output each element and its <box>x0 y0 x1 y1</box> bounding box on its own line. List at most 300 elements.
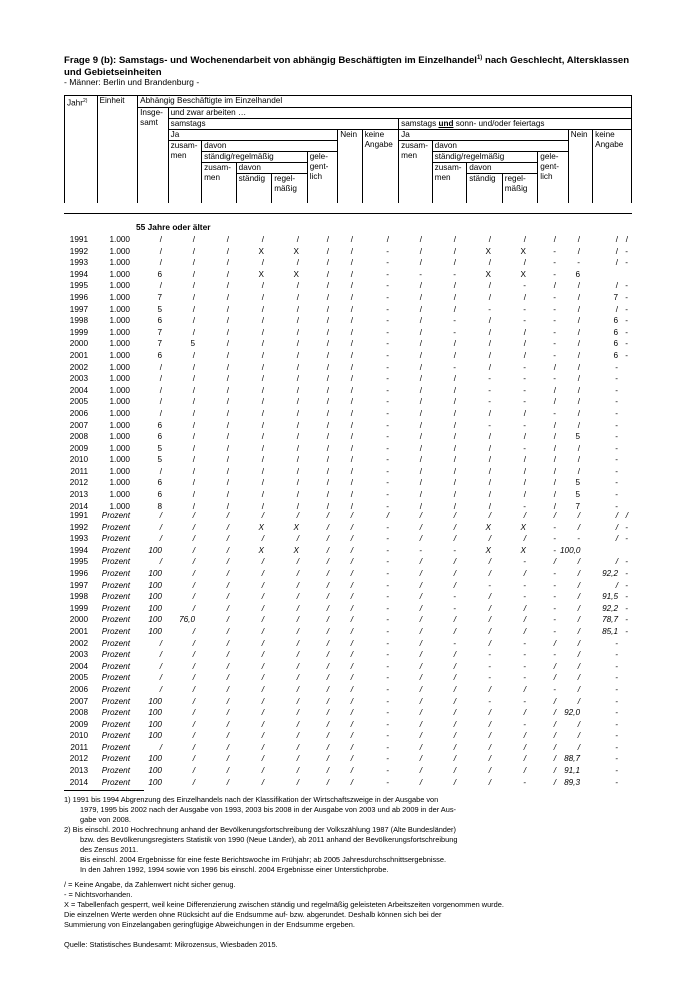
value-cell: / <box>553 742 556 752</box>
value-cell: / <box>192 754 195 764</box>
value-cell: / <box>350 269 353 279</box>
value-cell: / <box>226 362 229 372</box>
value-cell: / <box>326 235 329 244</box>
year-cell: 2000 <box>69 339 88 349</box>
value-cell: / <box>419 522 422 532</box>
value-cell: - <box>488 420 491 430</box>
value-cell: / <box>350 432 353 442</box>
legend-rounding-cont: Summierung von Einzelangaben geringfügige Abweichungen in der Endsumme ergeben. <box>64 920 355 929</box>
value-cell: - <box>553 684 556 694</box>
value-cell: / <box>577 420 580 430</box>
footnote-1-cont: 1979, 1995 bis 2002 nach der Ausgabe von 1993, 2003 bis 2008 in der Ausgabe von 2003 und ab 2009 in der Aus- <box>80 805 456 814</box>
table-row <box>64 753 632 765</box>
value-cell: / <box>226 246 229 256</box>
value-cell: - <box>523 281 526 291</box>
value-cell: / <box>326 316 329 326</box>
value-cell: / <box>159 534 162 544</box>
value-cell: 100 <box>148 568 162 578</box>
value-cell: / <box>419 501 422 511</box>
value-cell: / <box>350 754 353 764</box>
unit-cell: Prozent <box>101 545 130 555</box>
value-cell: / <box>488 362 491 372</box>
value-cell: - <box>523 719 526 729</box>
value-cell: / <box>226 522 229 532</box>
value-cell: / <box>553 638 556 648</box>
value-cell: - <box>386 545 389 555</box>
value-cell: / <box>453 432 456 442</box>
value-cell: / <box>419 350 422 360</box>
value-cell: - <box>553 246 556 256</box>
value-cell: / <box>453 731 456 741</box>
value-cell: - <box>625 615 628 625</box>
value-cell: / <box>326 568 329 578</box>
value-cell: / <box>553 466 556 476</box>
value-cell: - <box>453 603 456 613</box>
value-cell: / <box>488 432 491 442</box>
value-cell: / <box>226 374 229 384</box>
value-cell: / <box>488 443 491 453</box>
value-cell: 76,0 <box>179 615 195 625</box>
value-cell: - <box>523 443 526 453</box>
value-cell: - <box>386 580 389 590</box>
value-cell: / <box>488 339 491 349</box>
value-cell: / <box>523 568 526 578</box>
unit-cell: Prozent <box>101 511 130 520</box>
value-cell: X <box>485 545 491 555</box>
table-row <box>64 626 632 638</box>
value-cell: / <box>350 478 353 488</box>
value-cell: / <box>159 661 162 671</box>
value-cell <box>622 753 632 765</box>
value-cell: / <box>261 696 264 706</box>
value-cell: / <box>296 455 299 465</box>
value-cell: / <box>226 350 229 360</box>
value-cell: / <box>419 292 422 302</box>
unit-cell: Prozent <box>101 580 130 590</box>
value-cell: / <box>296 478 299 488</box>
value-cell: / <box>226 478 229 488</box>
value-cell: - <box>553 650 556 660</box>
value-cell: / <box>419 777 422 787</box>
value-cell: 7 <box>613 292 618 302</box>
value-cell: / <box>453 534 456 544</box>
header-staendig-regel-1: ständig/regelmäßig <box>202 152 308 163</box>
value-cell: / <box>326 557 329 567</box>
value-cell: / <box>577 696 580 706</box>
value-cell: / <box>159 522 162 532</box>
value-cell: / <box>296 754 299 764</box>
value-cell: - <box>625 580 628 590</box>
value-cell: / <box>296 432 299 442</box>
legend-dash: - = Nichtsvorhanden. <box>64 890 133 899</box>
value-cell: - <box>553 568 556 578</box>
value-cell: / <box>159 684 162 694</box>
value-cell: / <box>350 281 353 291</box>
value-cell: - <box>386 754 389 764</box>
value-cell <box>622 408 632 420</box>
value-cell: / <box>419 385 422 395</box>
unit-cell: 1.000 <box>109 501 130 511</box>
value-cell: - <box>386 650 389 660</box>
value-cell: - <box>523 374 526 384</box>
value-cell: / <box>296 374 299 384</box>
value-cell: / <box>453 397 456 407</box>
year-cell: 2007 <box>69 696 88 706</box>
value-cell: / <box>192 777 195 787</box>
value-cell: / <box>615 557 618 567</box>
value-cell: / <box>488 592 491 602</box>
value-cell: / <box>326 397 329 407</box>
value-cell: 100 <box>148 696 162 706</box>
value-cell: / <box>226 327 229 337</box>
value-cell: - <box>523 777 526 787</box>
unit-cell: 1.000 <box>109 269 130 279</box>
value-cell: / <box>453 408 456 418</box>
table-row <box>64 672 632 684</box>
value-cell: / <box>577 592 580 602</box>
value-cell: - <box>453 362 456 372</box>
unit-cell: 1.000 <box>109 327 130 337</box>
year-cell: 2003 <box>69 650 88 660</box>
value-cell: / <box>261 626 264 636</box>
value-cell: / <box>419 626 422 636</box>
value-cell: / <box>192 684 195 694</box>
value-cell: / <box>192 580 195 590</box>
table-row <box>64 431 632 443</box>
value-cell: / <box>488 684 491 694</box>
value-cell: / <box>226 615 229 625</box>
value-cell: / <box>488 754 491 764</box>
value-cell: - <box>523 673 526 683</box>
table-header <box>64 95 632 203</box>
value-cell: / <box>326 385 329 395</box>
value-cell: / <box>488 316 491 326</box>
value-cell: / <box>192 592 195 602</box>
value-cell: / <box>488 258 491 268</box>
value-cell: 91,5 <box>602 592 618 602</box>
value-cell: / <box>226 443 229 453</box>
value-cell: / <box>226 420 229 430</box>
value-cell: / <box>453 719 456 729</box>
value-cell: / <box>419 766 422 776</box>
value-cell: 100 <box>148 719 162 729</box>
value-cell: - <box>523 557 526 567</box>
value-cell: / <box>192 719 195 729</box>
value-cell: / <box>488 235 491 244</box>
year-cell: 2005 <box>69 673 88 683</box>
value-cell: / <box>296 490 299 500</box>
value-cell: 100 <box>148 626 162 636</box>
value-cell: / <box>350 420 353 430</box>
value-cell: / <box>577 443 580 453</box>
year-cell: 1993 <box>69 258 88 268</box>
value-cell: / <box>326 511 329 520</box>
value-cell: / <box>350 362 353 372</box>
value-cell: 5 <box>190 339 195 349</box>
value-cell: / <box>296 580 299 590</box>
value-cell: - <box>386 638 389 648</box>
value-cell: 6 <box>157 420 162 430</box>
unit-cell: 1.000 <box>109 408 130 418</box>
value-cell: / <box>350 443 353 453</box>
value-cell: / <box>577 742 580 752</box>
unit-cell: Prozent <box>101 731 130 741</box>
unit-cell: 1.000 <box>109 443 130 453</box>
value-cell: / <box>419 397 422 407</box>
value-cell: / <box>226 592 229 602</box>
value-cell: / <box>615 246 618 256</box>
value-cell: 100 <box>148 731 162 741</box>
value-cell: - <box>386 777 389 787</box>
value-cell: / <box>488 603 491 613</box>
value-cell <box>622 638 632 650</box>
value-cell: / <box>261 501 264 511</box>
value-cell: / <box>261 580 264 590</box>
value-cell: - <box>386 304 389 314</box>
value-cell: / <box>159 235 162 244</box>
value-cell: / <box>226 696 229 706</box>
value-cell: / <box>226 316 229 326</box>
header-samstags-und-sonntags: samstags und sonn- und/oder feiertags <box>399 119 632 130</box>
value-cell <box>622 777 632 789</box>
value-cell: / <box>326 742 329 752</box>
year-cell: 2014 <box>69 501 88 511</box>
value-cell: / <box>296 327 299 337</box>
value-cell: / <box>261 568 264 578</box>
value-cell: - <box>488 580 491 590</box>
value-cell: / <box>453 650 456 660</box>
table-row <box>64 580 632 592</box>
value-cell: / <box>350 580 353 590</box>
value-cell: / <box>453 304 456 314</box>
value-cell: / <box>350 327 353 337</box>
value-cell: - <box>386 673 389 683</box>
value-cell: - <box>386 408 389 418</box>
value-cell: - <box>625 626 628 636</box>
value-cell: / <box>326 420 329 430</box>
value-cell <box>622 661 632 673</box>
unit-cell: Prozent <box>101 592 130 602</box>
value-cell: / <box>453 385 456 395</box>
value-cell: / <box>326 374 329 384</box>
value-cell: / <box>296 235 299 244</box>
value-cell: / <box>419 603 422 613</box>
header-zusammen-sub-2: zusam- men <box>432 163 467 203</box>
value-cell: / <box>192 292 195 302</box>
value-cell: / <box>453 339 456 349</box>
value-cell: / <box>261 327 264 337</box>
value-cell: / <box>453 708 456 718</box>
header-zusammen-sub-1: zusam- men <box>202 163 237 203</box>
value-cell: / <box>419 374 422 384</box>
value-cell: / <box>192 432 195 442</box>
value-cell: / <box>192 568 195 578</box>
value-cell: / <box>296 385 299 395</box>
value-cell: / <box>226 603 229 613</box>
value-cell: 5 <box>575 490 580 500</box>
value-cell: - <box>453 269 456 279</box>
value-cell: - <box>553 534 556 544</box>
value-cell: / <box>296 281 299 291</box>
value-cell: / <box>553 731 556 741</box>
value-cell: / <box>192 246 195 256</box>
value-cell: / <box>226 557 229 567</box>
value-cell: / <box>553 719 556 729</box>
value-cell: / <box>192 420 195 430</box>
year-cell: 1992 <box>69 246 88 256</box>
value-cell: - <box>625 534 628 544</box>
value-cell: / <box>615 511 618 520</box>
value-cell: 91,1 <box>564 766 580 776</box>
legend-slash: / = Keine Angabe, da Zahlenwert nicht sicher genug. <box>64 880 236 889</box>
value-cell: / <box>523 534 526 544</box>
table-row <box>64 568 632 580</box>
value-cell: - <box>523 650 526 660</box>
value-cell: / <box>453 615 456 625</box>
value-cell: 92,0 <box>564 708 580 718</box>
value-cell: / <box>261 754 264 764</box>
value-cell: - <box>386 443 389 453</box>
value-cell: - <box>553 339 556 349</box>
value-cell <box>622 489 632 501</box>
value-cell: / <box>261 478 264 488</box>
value-cell: - <box>386 626 389 636</box>
value-cell: / <box>326 501 329 511</box>
value-cell: / <box>192 545 195 555</box>
value-cell: / <box>192 443 195 453</box>
value-cell: - <box>523 316 526 326</box>
value-cell: 6 <box>157 350 162 360</box>
value-cell: / <box>553 557 556 567</box>
value-cell: / <box>488 615 491 625</box>
year-cell: 2008 <box>69 708 88 718</box>
table-row <box>64 420 632 432</box>
value-cell: / <box>350 766 353 776</box>
value-cell: / <box>192 235 195 244</box>
value-cell: / <box>523 478 526 488</box>
value-cell: 100 <box>148 615 162 625</box>
year-cell: 2012 <box>69 754 88 764</box>
value-cell: / <box>577 374 580 384</box>
value-cell: / <box>296 719 299 729</box>
value-cell: / <box>453 235 456 244</box>
value-cell: / <box>261 350 264 360</box>
value-cell <box>622 431 632 443</box>
value-cell: / <box>350 522 353 532</box>
table-row <box>64 649 632 661</box>
value-cell: 100 <box>148 708 162 718</box>
value-cell: / <box>553 777 556 787</box>
value-cell: / <box>419 420 422 430</box>
value-cell: / <box>419 580 422 590</box>
header-davon-1: davon <box>202 141 338 152</box>
value-cell: / <box>577 603 580 613</box>
value-cell: / <box>386 235 389 244</box>
value-cell: 100 <box>148 603 162 613</box>
year-cell: 2009 <box>69 719 88 729</box>
value-cell: / <box>577 235 580 244</box>
value-cell: / <box>226 766 229 776</box>
year-cell: 1994 <box>69 269 88 279</box>
value-cell: / <box>159 397 162 407</box>
table-row <box>64 466 632 478</box>
value-cell: - <box>386 696 389 706</box>
value-cell: - <box>386 397 389 407</box>
value-cell: / <box>350 466 353 476</box>
value-cell: - <box>553 258 556 268</box>
value-cell: / <box>296 258 299 268</box>
value-cell: / <box>261 408 264 418</box>
value-cell: / <box>326 777 329 787</box>
value-cell: - <box>625 568 628 578</box>
value-cell: / <box>577 281 580 291</box>
value-cell: / <box>453 557 456 567</box>
value-cell: / <box>419 511 422 520</box>
value-cell <box>622 373 632 385</box>
value-cell: / <box>553 362 556 372</box>
value-cell: / <box>226 673 229 683</box>
value-cell: / <box>159 246 162 256</box>
unit-cell: Prozent <box>101 777 130 787</box>
value-cell: / <box>523 766 526 776</box>
value-cell: / <box>326 673 329 683</box>
value-cell: - <box>615 501 618 511</box>
value-cell: / <box>523 754 526 764</box>
source-line: Quelle: Statistisches Bundesamt: Mikrozensus, Wiesbaden 2015. <box>64 940 278 949</box>
table-row <box>64 661 632 673</box>
value-cell: / <box>350 592 353 602</box>
value-cell: 6 <box>613 327 618 337</box>
unit-cell: 1.000 <box>109 281 130 291</box>
value-cell: X <box>293 246 299 256</box>
value-cell <box>622 443 632 455</box>
value-cell: / <box>326 522 329 532</box>
value-cell: / <box>350 603 353 613</box>
value-cell: X <box>293 269 299 279</box>
value-cell: - <box>488 661 491 671</box>
value-cell: 6 <box>157 478 162 488</box>
value-cell: / <box>261 777 264 787</box>
value-cell: / <box>488 501 491 511</box>
value-cell: - <box>553 327 556 337</box>
value-cell: / <box>453 777 456 787</box>
value-cell: / <box>419 568 422 578</box>
value-cell: / <box>296 408 299 418</box>
value-cell: / <box>296 731 299 741</box>
value-cell: / <box>261 339 264 349</box>
value-cell: / <box>226 269 229 279</box>
value-cell: / <box>192 766 195 776</box>
table-row <box>64 362 632 374</box>
value-cell: / <box>577 626 580 636</box>
value-cell <box>622 545 632 557</box>
value-cell: / <box>192 731 195 741</box>
value-cell: / <box>615 534 618 544</box>
value-cell: / <box>577 362 580 372</box>
value-cell: / <box>226 292 229 302</box>
value-cell: - <box>386 534 389 544</box>
value-cell: - <box>386 327 389 337</box>
header-zusammen-1: zusam- men <box>168 141 202 203</box>
value-cell: / <box>226 466 229 476</box>
value-cell <box>622 742 632 754</box>
value-cell: / <box>577 580 580 590</box>
value-cell: / <box>488 719 491 729</box>
value-cell: - <box>386 466 389 476</box>
value-cell: / <box>192 522 195 532</box>
value-cell: / <box>453 490 456 500</box>
header-gelegentlich-1: gele- gent- lich <box>307 152 337 203</box>
